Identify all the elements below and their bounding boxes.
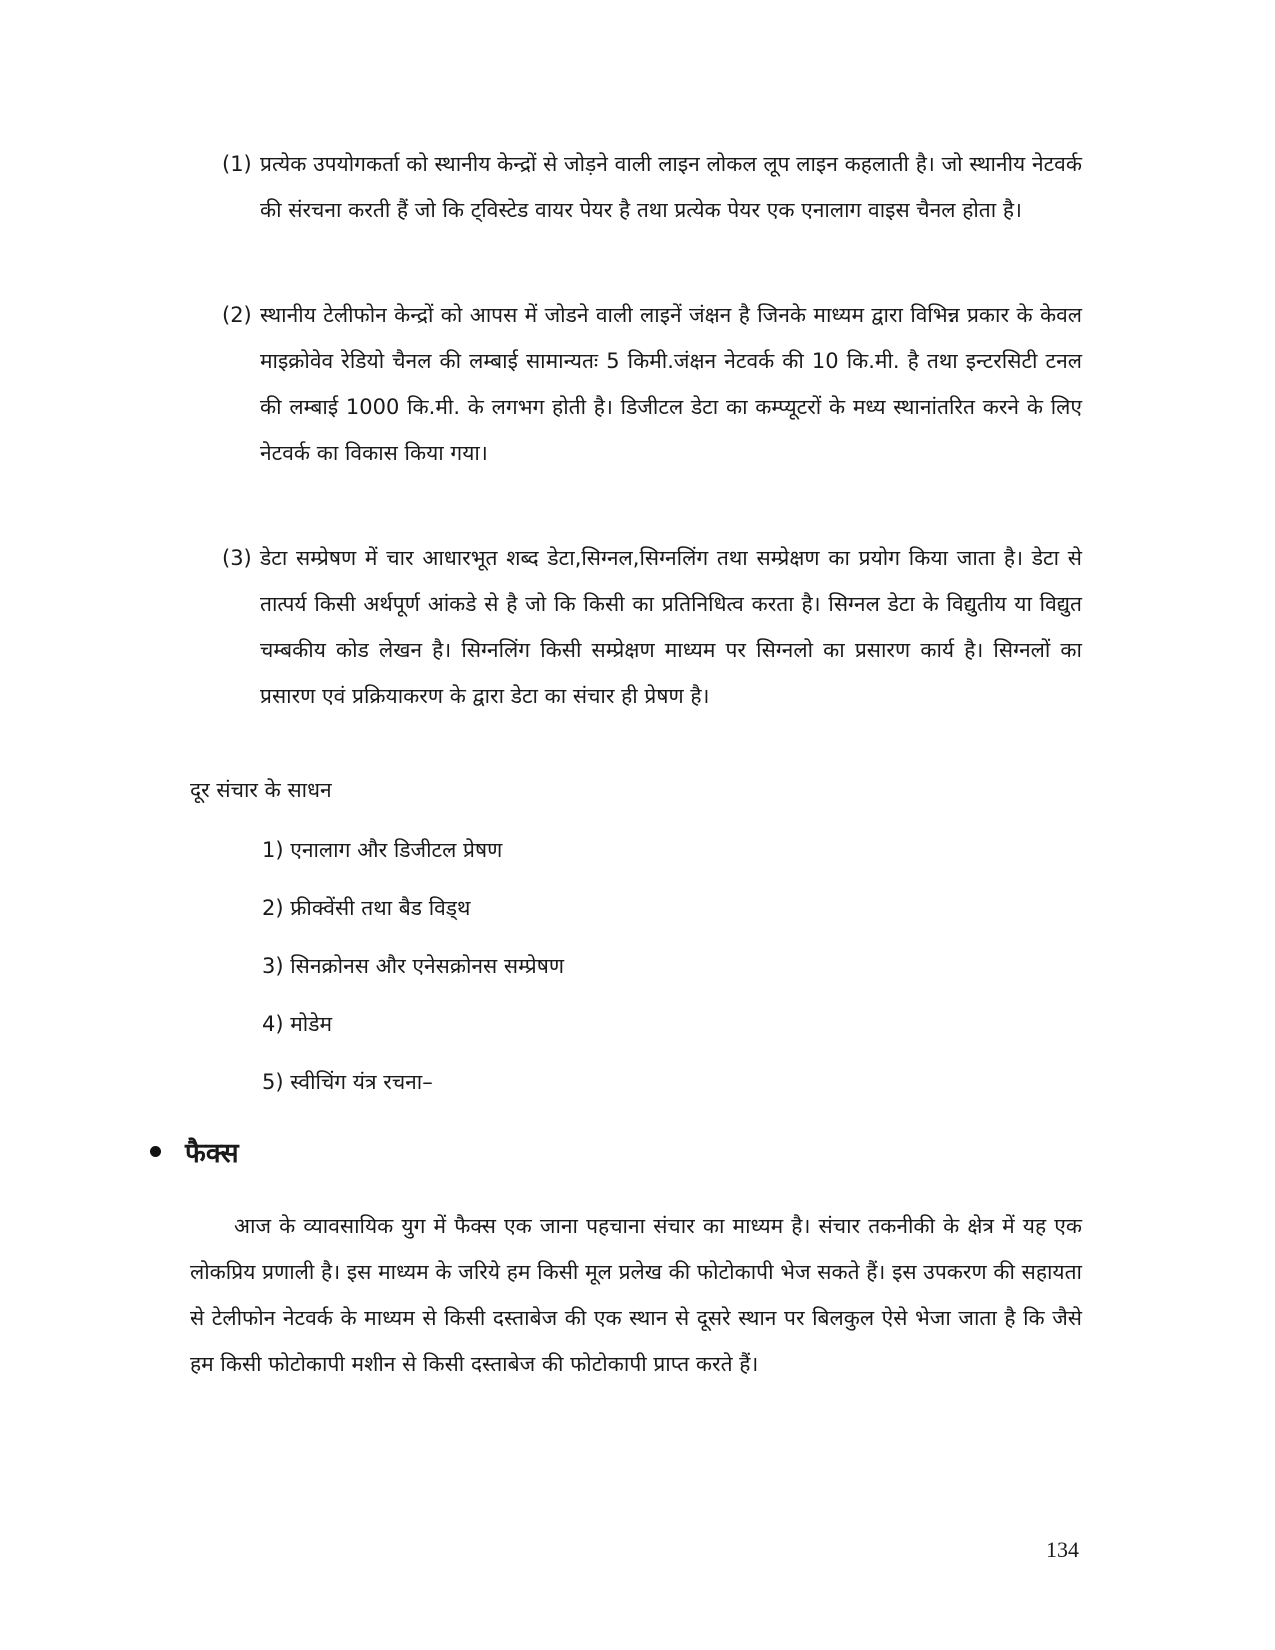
fax-section-heading <box>150 1133 239 1170</box>
fax-heading-text: फैक्स <box>185 1138 239 1169</box>
paragraph-number: (2) <box>222 303 252 327</box>
list-item: 4) मोडेम <box>262 1012 333 1036</box>
numbered-paragraph-3 <box>222 535 1082 719</box>
numbered-paragraph-2 <box>222 292 1082 476</box>
list-item: 3) सिनक्रोनस और एनेसक्रोनस सम्प्रेषण <box>262 954 565 978</box>
means-heading: दूर संचार के साधन <box>190 778 332 802</box>
list-item: 1) एनालाग और डिजीटल प्रेषण <box>262 838 503 862</box>
means-list <box>262 835 564 1125</box>
fax-paragraph: आज के व्यावसायिक युग में फैक्स एक जाना पहचाना संचार का माध्यम है। संचार तकनीकी के क्षेत्र में यह एक लोकप्रिय प्रणाली है। इस माध्यम के जरिये हम किसी मूल प्रलेख की फोटोकापी भेज सकते हैं। इस उपकरण की सहायता से टेलीफोन नेटवर्क के माध्यम से किसी दस्ताबेज की एक स्थान से दूसरे स्थान पर बिलकुल ऐसे भेजा जाता है कि जैसे हम किसी फोटोकापी मशीन से किसी दस्ताबेज की फोटोकापी प्राप्त करते हैं। <box>190 1214 1082 1376</box>
list-item: 2) फ्रीक्वेंसी तथा बैड विड्थ <box>262 896 471 920</box>
list-item: 5) स्वीचिंग यंत्र रचना– <box>262 1070 433 1094</box>
bullet-icon <box>150 1146 161 1157</box>
paragraph-text: डेटा सम्प्रेषण में चार आधारभूत शब्द डेटा,सिग्नल,सिग्नलिंग तथा सम्प्रेक्षण का प्रयोग किया जाता है। डेटा से तात्पर्य किसी अर्थपूर्ण आंकडे से है जो कि किसी का प्रतिनिधित्व करता है। सिग्नल डेटा के विद्युतीय या विद्युत चम्बकीय कोड लेखन है। सिग्नलिंग किसी सम्प्रेक्षण माध्यम पर सिग्नलो का प्रसारण कार्य है। सिग्नलों का प्रसारण एवं प्रक्रियाकरण के द्वारा डेटा का संचार ही प्रेषण है। <box>260 546 1082 708</box>
numbered-paragraph-1 <box>222 141 1082 233</box>
paragraph-text: स्थानीय टेलीफोन केन्द्रों को आपस में जोडने वाली लाइनें जंक्षन है जिनके माध्यम द्वारा विभिन्न प्रकार के केवल माइक्रोवेव रेडियो चैनल की लम्बाई सामान्यतः 5 किमी.जंक्षन नेटवर्क की 10 कि.मी. है तथा इन्टरसिटी टनल की लम्बाई 1000 कि.मी. के लगभग होती है। डिजीटल डेटा का कम्प्यूटरों के मध्य स्थानांतरित करने के लिए नेटवर्क का विकास किया गया। <box>260 303 1082 465</box>
paragraph-text: प्रत्येक उपयोगकर्ता को स्थानीय केन्द्रों से जोड़ने वाली लाइन लोकल लूप लाइन कहलाती है। जो स्थानीय नेटवर्क की संरचना करती हैं जो कि ट्विस्टेड वायर पेयर है तथा प्रत्येक पेयर एक एनालाग वाइस चैनल होता है। <box>260 152 1082 222</box>
page-number: 134 <box>1046 1537 1079 1562</box>
paragraph-number: (3) <box>222 546 252 570</box>
paragraph-number: (1) <box>222 152 252 176</box>
